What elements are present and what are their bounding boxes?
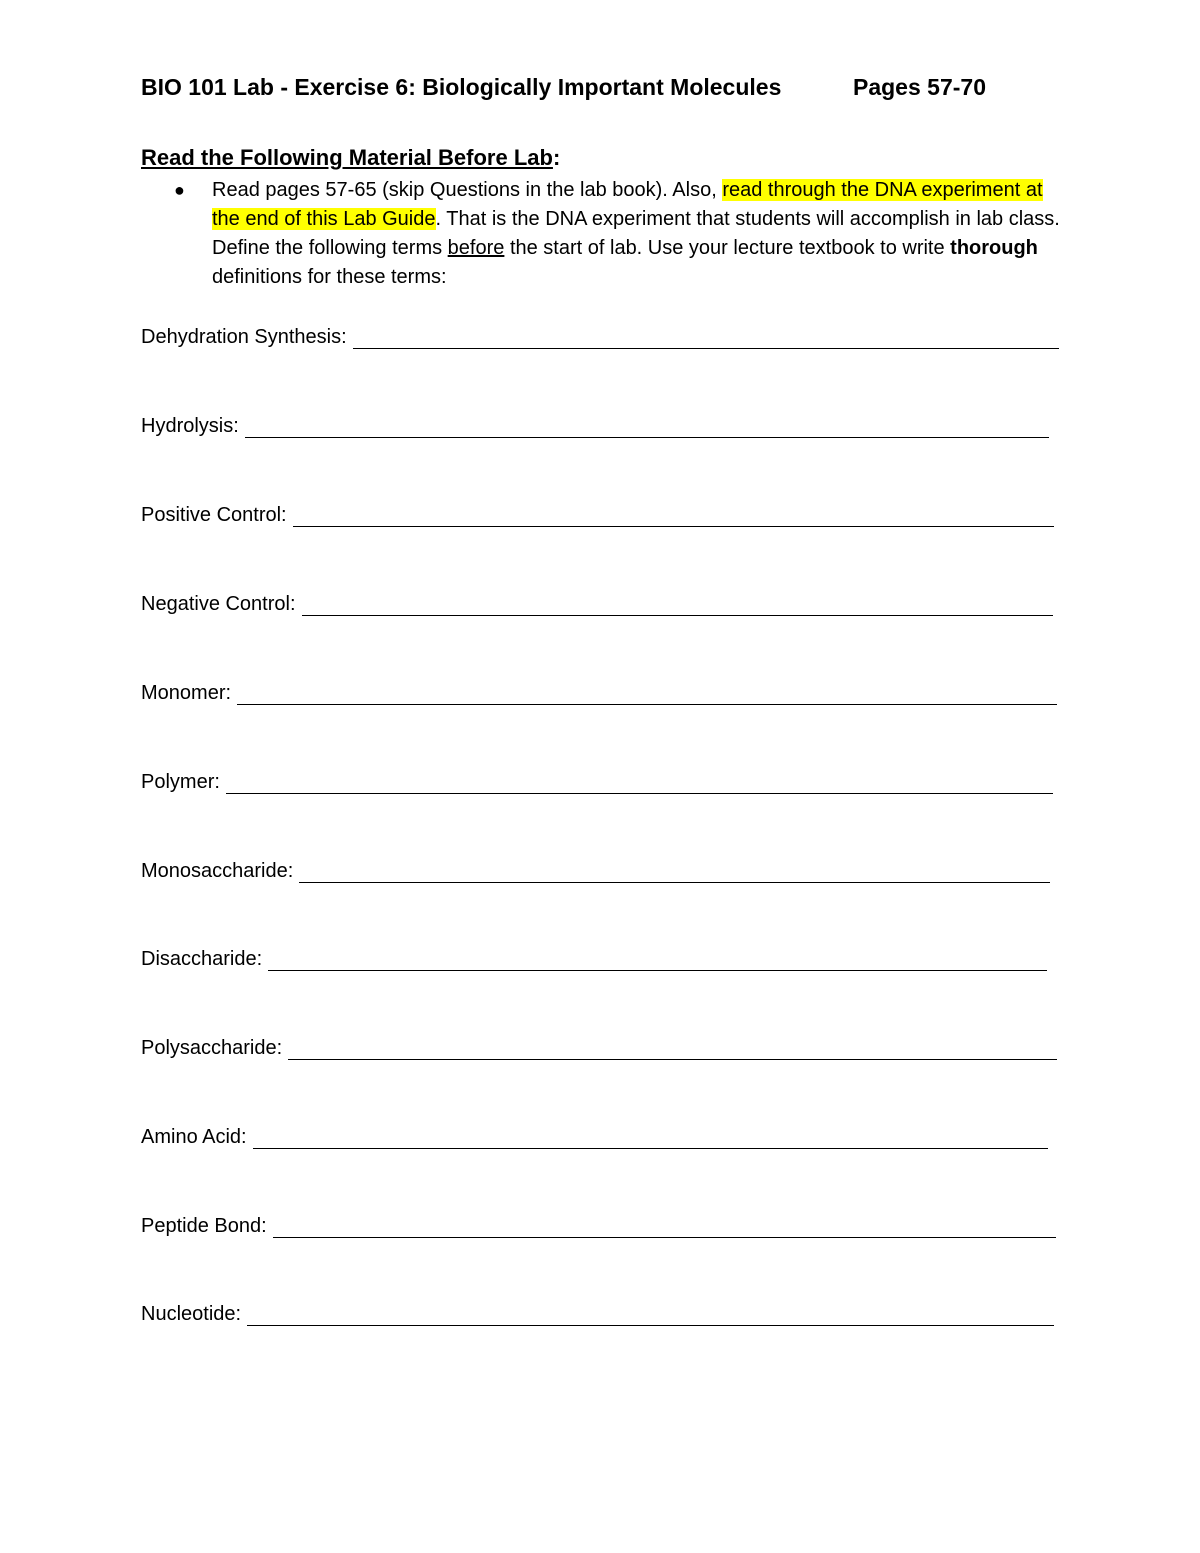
term-label: Monosaccharide:: [141, 860, 294, 882]
instruction-text-4: definitions for these terms:: [212, 266, 447, 288]
section-heading-colon: :: [552, 145, 561, 170]
term-label: Hydrolysis:: [141, 415, 239, 437]
term-row: [141, 1119, 1048, 1149]
term-label: Disaccharide:: [141, 948, 263, 970]
bullet-icon: ●: [174, 180, 185, 200]
definition-blank-line[interactable]: [245, 413, 1049, 438]
term-row: [141, 408, 1049, 438]
instruction-bullet-text: [212, 176, 1061, 292]
instruction-text-1: Read pages 57-65 (skip Questions in the lab book). Also,: [212, 179, 723, 201]
term-row: [141, 675, 1057, 705]
definition-blank-line[interactable]: [288, 1035, 1057, 1060]
term-label: Monomer:: [141, 682, 232, 704]
instructions-list: [141, 176, 1061, 292]
term-label: Polymer:: [141, 771, 220, 793]
term-label: Negative Control:: [141, 593, 296, 615]
term-row: [141, 497, 1054, 527]
term-label: Polysaccharide:: [141, 1037, 283, 1059]
definition-blank-line[interactable]: [268, 946, 1047, 971]
underlined-text: before: [447, 237, 505, 259]
definition-blank-line[interactable]: [299, 858, 1050, 883]
definition-blank-line[interactable]: [353, 324, 1059, 349]
highlighted-text: read through the DNA experiment at the end of this Lab Guide: [212, 179, 1043, 230]
term-row: [141, 319, 1059, 349]
term-label: Positive Control:: [141, 504, 287, 526]
page-title: BIO 101 Lab - Exercise 6: Biologically Important Molecules: [141, 74, 782, 100]
definition-blank-line[interactable]: [273, 1213, 1056, 1238]
term-label: Peptide Bond:: [141, 1215, 267, 1237]
definition-blank-line[interactable]: [226, 769, 1053, 794]
term-row: [141, 853, 1050, 883]
section-heading-text: Read the Following Material Before Lab: [141, 145, 553, 170]
term-label: Nucleotide:: [141, 1303, 242, 1325]
bold-text: thorough: [950, 237, 1038, 259]
section-heading: [141, 145, 560, 171]
term-row: [141, 941, 1047, 971]
definition-blank-line[interactable]: [293, 502, 1054, 527]
term-row: [141, 1296, 1054, 1326]
page-range: Pages 57-70: [853, 74, 986, 100]
definition-blank-line[interactable]: [237, 680, 1057, 705]
definition-blank-line[interactable]: [302, 591, 1053, 616]
instruction-text-2: . That is the DNA experiment that students will accomplish in lab class. Define the following terms: [212, 208, 1060, 259]
definition-blank-line[interactable]: [253, 1124, 1048, 1149]
term-row: [141, 764, 1053, 794]
term-row: [141, 1030, 1057, 1060]
term-row: [141, 586, 1053, 616]
term-label: Amino Acid:: [141, 1126, 247, 1148]
term-row: [141, 1208, 1056, 1238]
term-label: Dehydration Synthesis:: [141, 326, 347, 348]
instruction-text-3: the start of lab. Use your lecture textbook to write: [504, 237, 951, 259]
definition-blank-line[interactable]: [247, 1301, 1054, 1326]
